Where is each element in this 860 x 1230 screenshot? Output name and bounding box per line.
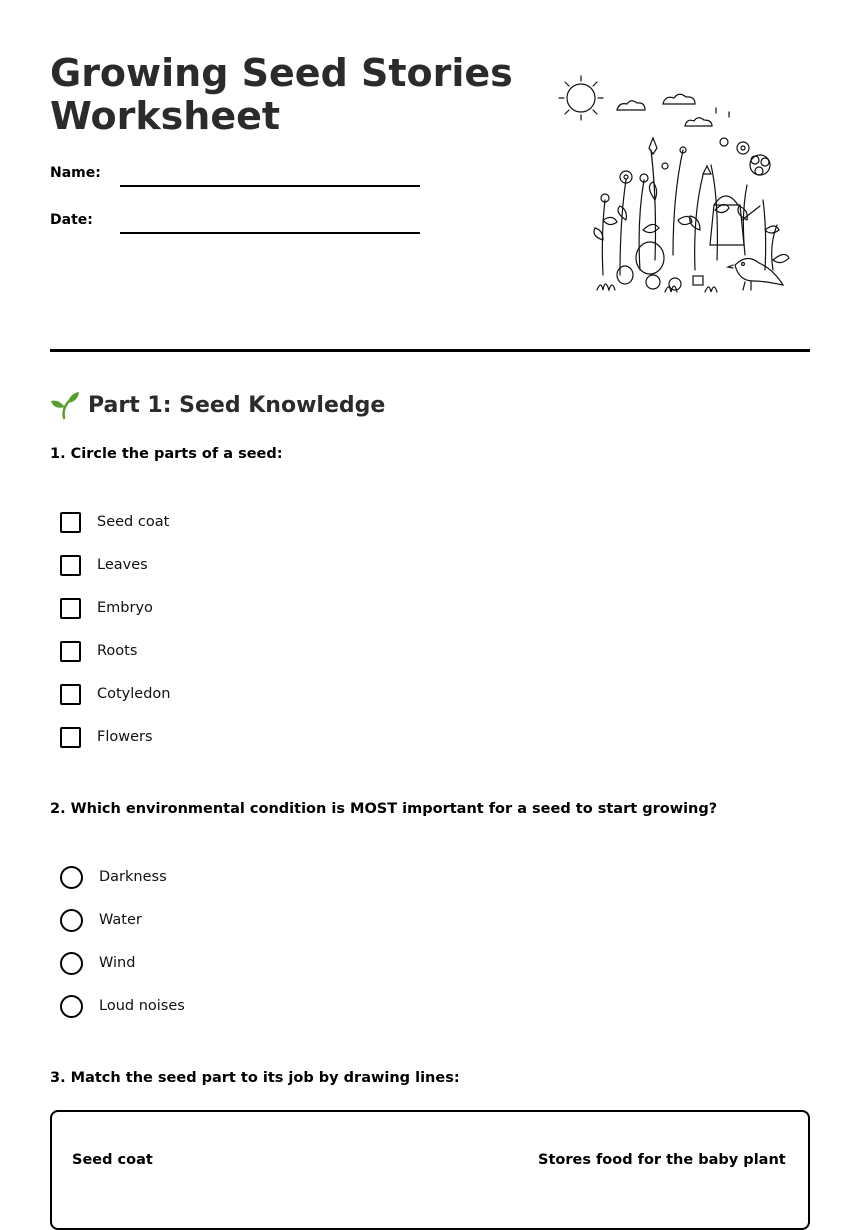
- option-seed-coat[interactable]: [60, 509, 169, 535]
- option-label: Wind: [99, 955, 136, 971]
- option-roots[interactable]: [60, 638, 137, 664]
- option-label: Roots: [97, 643, 138, 659]
- option-embryo[interactable]: [60, 595, 153, 621]
- part1-title: Part 1: Seed Knowledge: [88, 392, 386, 418]
- option-label: Darkness: [99, 869, 167, 885]
- radio-button[interactable]: [60, 909, 83, 932]
- option-label: Flowers: [97, 729, 153, 745]
- radio-button[interactable]: [60, 866, 83, 889]
- checkbox[interactable]: [60, 598, 81, 619]
- option-wind[interactable]: [60, 950, 135, 976]
- worksheet-title: Growing Seed Stories Worksheet: [50, 51, 513, 138]
- option-label: Embryo: [97, 600, 153, 616]
- option-label: Loud noises: [99, 998, 185, 1014]
- sprout-icon: [50, 390, 80, 420]
- match-right-item[interactable]: Stores food for the baby plant: [538, 1152, 786, 1168]
- name-line[interactable]: [120, 185, 420, 187]
- option-label: Cotyledon: [97, 686, 171, 702]
- question-1: 1. Circle the parts of a seed:: [50, 446, 283, 462]
- option-flowers[interactable]: [60, 724, 153, 750]
- option-label: Leaves: [97, 557, 148, 573]
- name-label: Name:: [50, 165, 101, 181]
- date-label: Date:: [50, 212, 93, 228]
- section-divider: [50, 349, 810, 352]
- checkbox[interactable]: [60, 641, 81, 662]
- option-darkness[interactable]: [60, 864, 167, 890]
- option-leaves[interactable]: [60, 552, 148, 578]
- part1-heading: [50, 388, 385, 422]
- checkbox[interactable]: [60, 727, 81, 748]
- option-water[interactable]: [60, 907, 142, 933]
- question-2: 2. Which environmental condition is MOST important for a seed to start growing?: [50, 801, 718, 817]
- checkbox[interactable]: [60, 684, 81, 705]
- option-label: Seed coat: [97, 514, 170, 530]
- option-loud-noises[interactable]: [60, 993, 185, 1019]
- sun-icon: [559, 76, 603, 120]
- option-label: Water: [99, 912, 142, 928]
- cloud-icon: [617, 94, 712, 126]
- question-3: 3. Match the seed part to its job by drawing lines:: [50, 1070, 460, 1086]
- garden-illustration: [545, 70, 790, 300]
- radio-button[interactable]: [60, 995, 83, 1018]
- worksheet-page: [50, 0, 810, 1168]
- checkbox[interactable]: [60, 512, 81, 533]
- name-field[interactable]: [50, 165, 430, 191]
- radio-button[interactable]: [60, 952, 83, 975]
- bird-icon: [728, 258, 783, 290]
- matching-box: [50, 1110, 810, 1230]
- date-line[interactable]: [120, 232, 420, 234]
- option-cotyledon[interactable]: [60, 681, 170, 707]
- date-field[interactable]: [50, 212, 430, 238]
- checkbox[interactable]: [60, 555, 81, 576]
- match-left-item[interactable]: Seed coat: [72, 1152, 153, 1168]
